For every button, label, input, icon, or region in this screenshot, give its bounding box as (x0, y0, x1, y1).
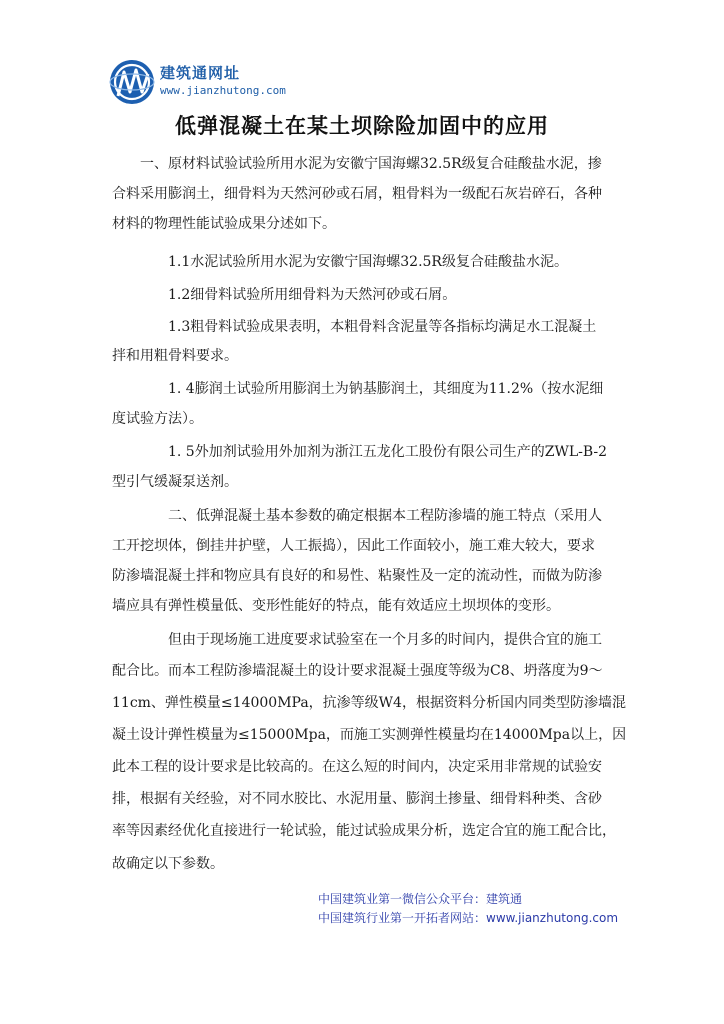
logo-name: 建筑通网址 (160, 64, 241, 82)
body-line: 1.2细骨料试验所用细骨料为天然河砂或石屑。 (168, 287, 457, 303)
body-line: 型引气缓凝泵送剂。 (112, 474, 238, 490)
body-line: 二、低弹混凝土基本参数的确定根据本工程防渗墙的施工特点（采用人 (168, 508, 602, 524)
body-line: 墙应具有弹性模量低、变形性能好的特点，能有效适应土坝坝体的变形。 (112, 598, 560, 614)
body-line: 材料的物理性能试验成果分述如下。 (112, 216, 336, 232)
site-logo[interactable] (108, 58, 318, 106)
body-line: 拌和用粗骨料要求。 (112, 348, 238, 364)
body-line: 故确定以下参数。 (112, 856, 224, 872)
body-line: 防渗墙混凝土拌和物应具有良好的和易性、粘聚性及一定的流动性，而做为防渗 (112, 568, 602, 584)
body-line: 度试验方法）。 (112, 411, 203, 427)
body-line: 排，根据有关经验，对不同水胶比、水泥用量、膨润土掺量、细骨料种类、含砂 (112, 791, 602, 807)
body-line: 率等因素经优化直接进行一轮试验，能过试验成果分析，选定合宜的施工配合比， (112, 823, 616, 839)
body-line: 工开挖坝体，倒挂井护壁，人工振捣），因此工作面较小，施工难大较大，要求 (112, 538, 595, 554)
body-line: 1. 5外加剂试验用外加剂为浙江五龙化工股份有限公司生产的ZWL-B-2 (168, 444, 608, 460)
body-line: 合料采用膨润土，细骨料为天然河砂或石屑，粗骨料为一级配石灰岩碎石，各种 (112, 186, 602, 202)
logo-url[interactable]: www.jianzhutong.com (160, 84, 286, 97)
document-title: 低弹混凝土在某土坝除险加固中的应用 (175, 114, 549, 138)
body-line: 一、原材料试验试验所用水泥为安徽宁国海螺32.5R级复合硅酸盐水泥，掺 (140, 156, 602, 172)
footer-wechat-line: 中国建筑业第一微信公众平台：建筑通 (318, 892, 523, 906)
body-line: 1. 4膨润土试验所用膨润土为钠基膨润土，其细度为11.2%（按水泥细 (168, 381, 604, 397)
footer-website-link[interactable]: 中国建筑行业第一开拓者网站：www.jianzhutong.com (318, 911, 619, 925)
body-line: 11cm、弹性模量≤14000MPa，抗渗等级W4，根据资料分析国内同类型防渗墙混 (112, 695, 626, 711)
globe-logo-icon (108, 58, 158, 106)
body-line: 1.3粗骨料试验成果表明，本粗骨料含泥量等各指标均满足水工混凝土 (168, 319, 597, 335)
body-line: 此本工程的设计要求是比较高的。在这么短的时间内，决定采用非常规的试验安 (112, 759, 602, 775)
body-line: 配合比。而本工程防渗墙混凝土的设计要求混凝土强度等级为C8、坍落度为9～ (112, 663, 603, 679)
body-line: 1.1水泥试验所用水泥为安徽宁国海螺32.5R级复合硅酸盐水泥。 (168, 254, 568, 270)
body-line: 凝土设计弹性模量为≤15000Mpa，而施工实测弹性模量均在14000Mpa以上，因 (112, 727, 627, 743)
body-line: 但由于现场施工进度要求试验室在一个月多的时间内，提供合宜的施工 (168, 632, 602, 648)
